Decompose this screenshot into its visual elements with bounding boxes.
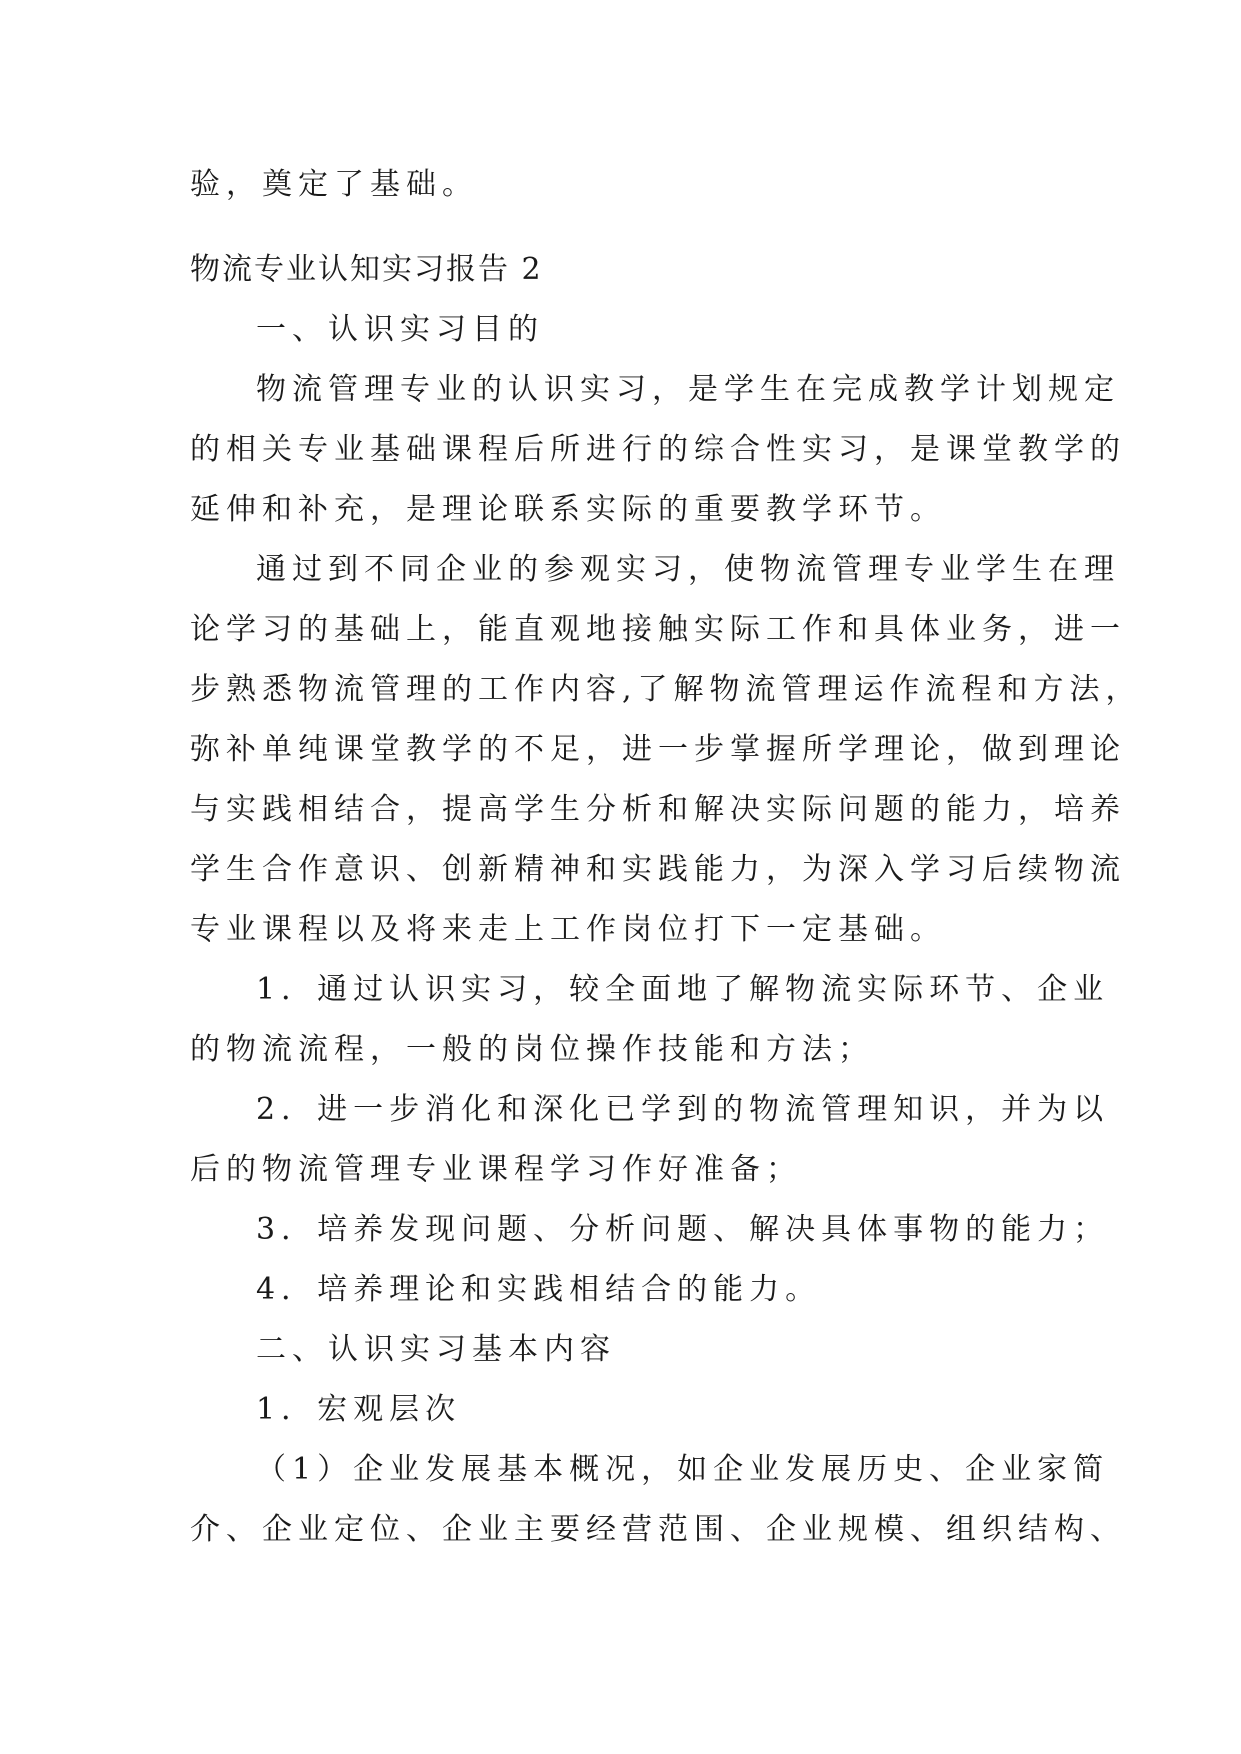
list-item-line: 1．通过认识实习，较全面地了解物流实际环节、企业 [256, 972, 1110, 1007]
section-title: 物流专业认知实习报告 2 [190, 252, 543, 287]
body-line: 物流管理专业的认识实习，是学生在完成教学计划规定 [256, 372, 1120, 407]
body-line: 后的物流管理专业课程学习作好准备； [190, 1152, 802, 1187]
body-line: 介、企业定位、企业主要经营范围、企业规模、组织结构、 [190, 1512, 1126, 1547]
body-line: 的物流流程，一般的岗位操作技能和方法； [190, 1032, 874, 1067]
document-body-top [190, 155, 1048, 215]
list-item-line: （1）企业发展基本概况，如企业发展历史、企业家简 [256, 1452, 1110, 1487]
body-line: 专业课程以及将来走上工作岗位打下一定基础。 [190, 912, 946, 947]
document-body [190, 240, 1142, 1560]
list-item-line: 4．培养理论和实践相结合的能力。 [256, 1272, 822, 1307]
list-item-line: 3．培养发现问题、分析问题、解决具体事物的能力； [256, 1212, 1110, 1247]
body-line: 步熟悉物流管理的工作内容,了解物流管理运作流程和方法， [190, 672, 1142, 707]
body-line: 学生合作意识、创新精神和实践能力，为深入学习后续物流 [190, 852, 1126, 887]
body-line: 的相关专业基础课程后所进行的综合性实习，是课堂教学的 [190, 432, 1126, 467]
body-line: 通过到不同企业的参观实习，使物流管理专业学生在理 [256, 552, 1120, 587]
body-line: 论学习的基础上，能直观地接触实际工作和具体业务，进一 [190, 612, 1126, 647]
body-line: 弥补单纯课堂教学的不足，进一步掌握所学理论，做到理论 [190, 732, 1126, 767]
body-line: 与实践相结合，提高学生分析和解决实际问题的能力，培养 [190, 792, 1126, 827]
subheading-line: 二、认识实习基本内容 [256, 1332, 616, 1367]
body-line: 延伸和补充，是理论联系实际的重要教学环节。 [190, 492, 946, 527]
list-item-line: 1．宏观层次 [256, 1392, 462, 1427]
continuation-line: 验，奠定了基础。 [190, 167, 478, 202]
list-item-line: 2．进一步消化和深化已学到的物流管理知识，并为以 [256, 1092, 1110, 1127]
body-line: 一、认识实习目的 [256, 312, 544, 347]
